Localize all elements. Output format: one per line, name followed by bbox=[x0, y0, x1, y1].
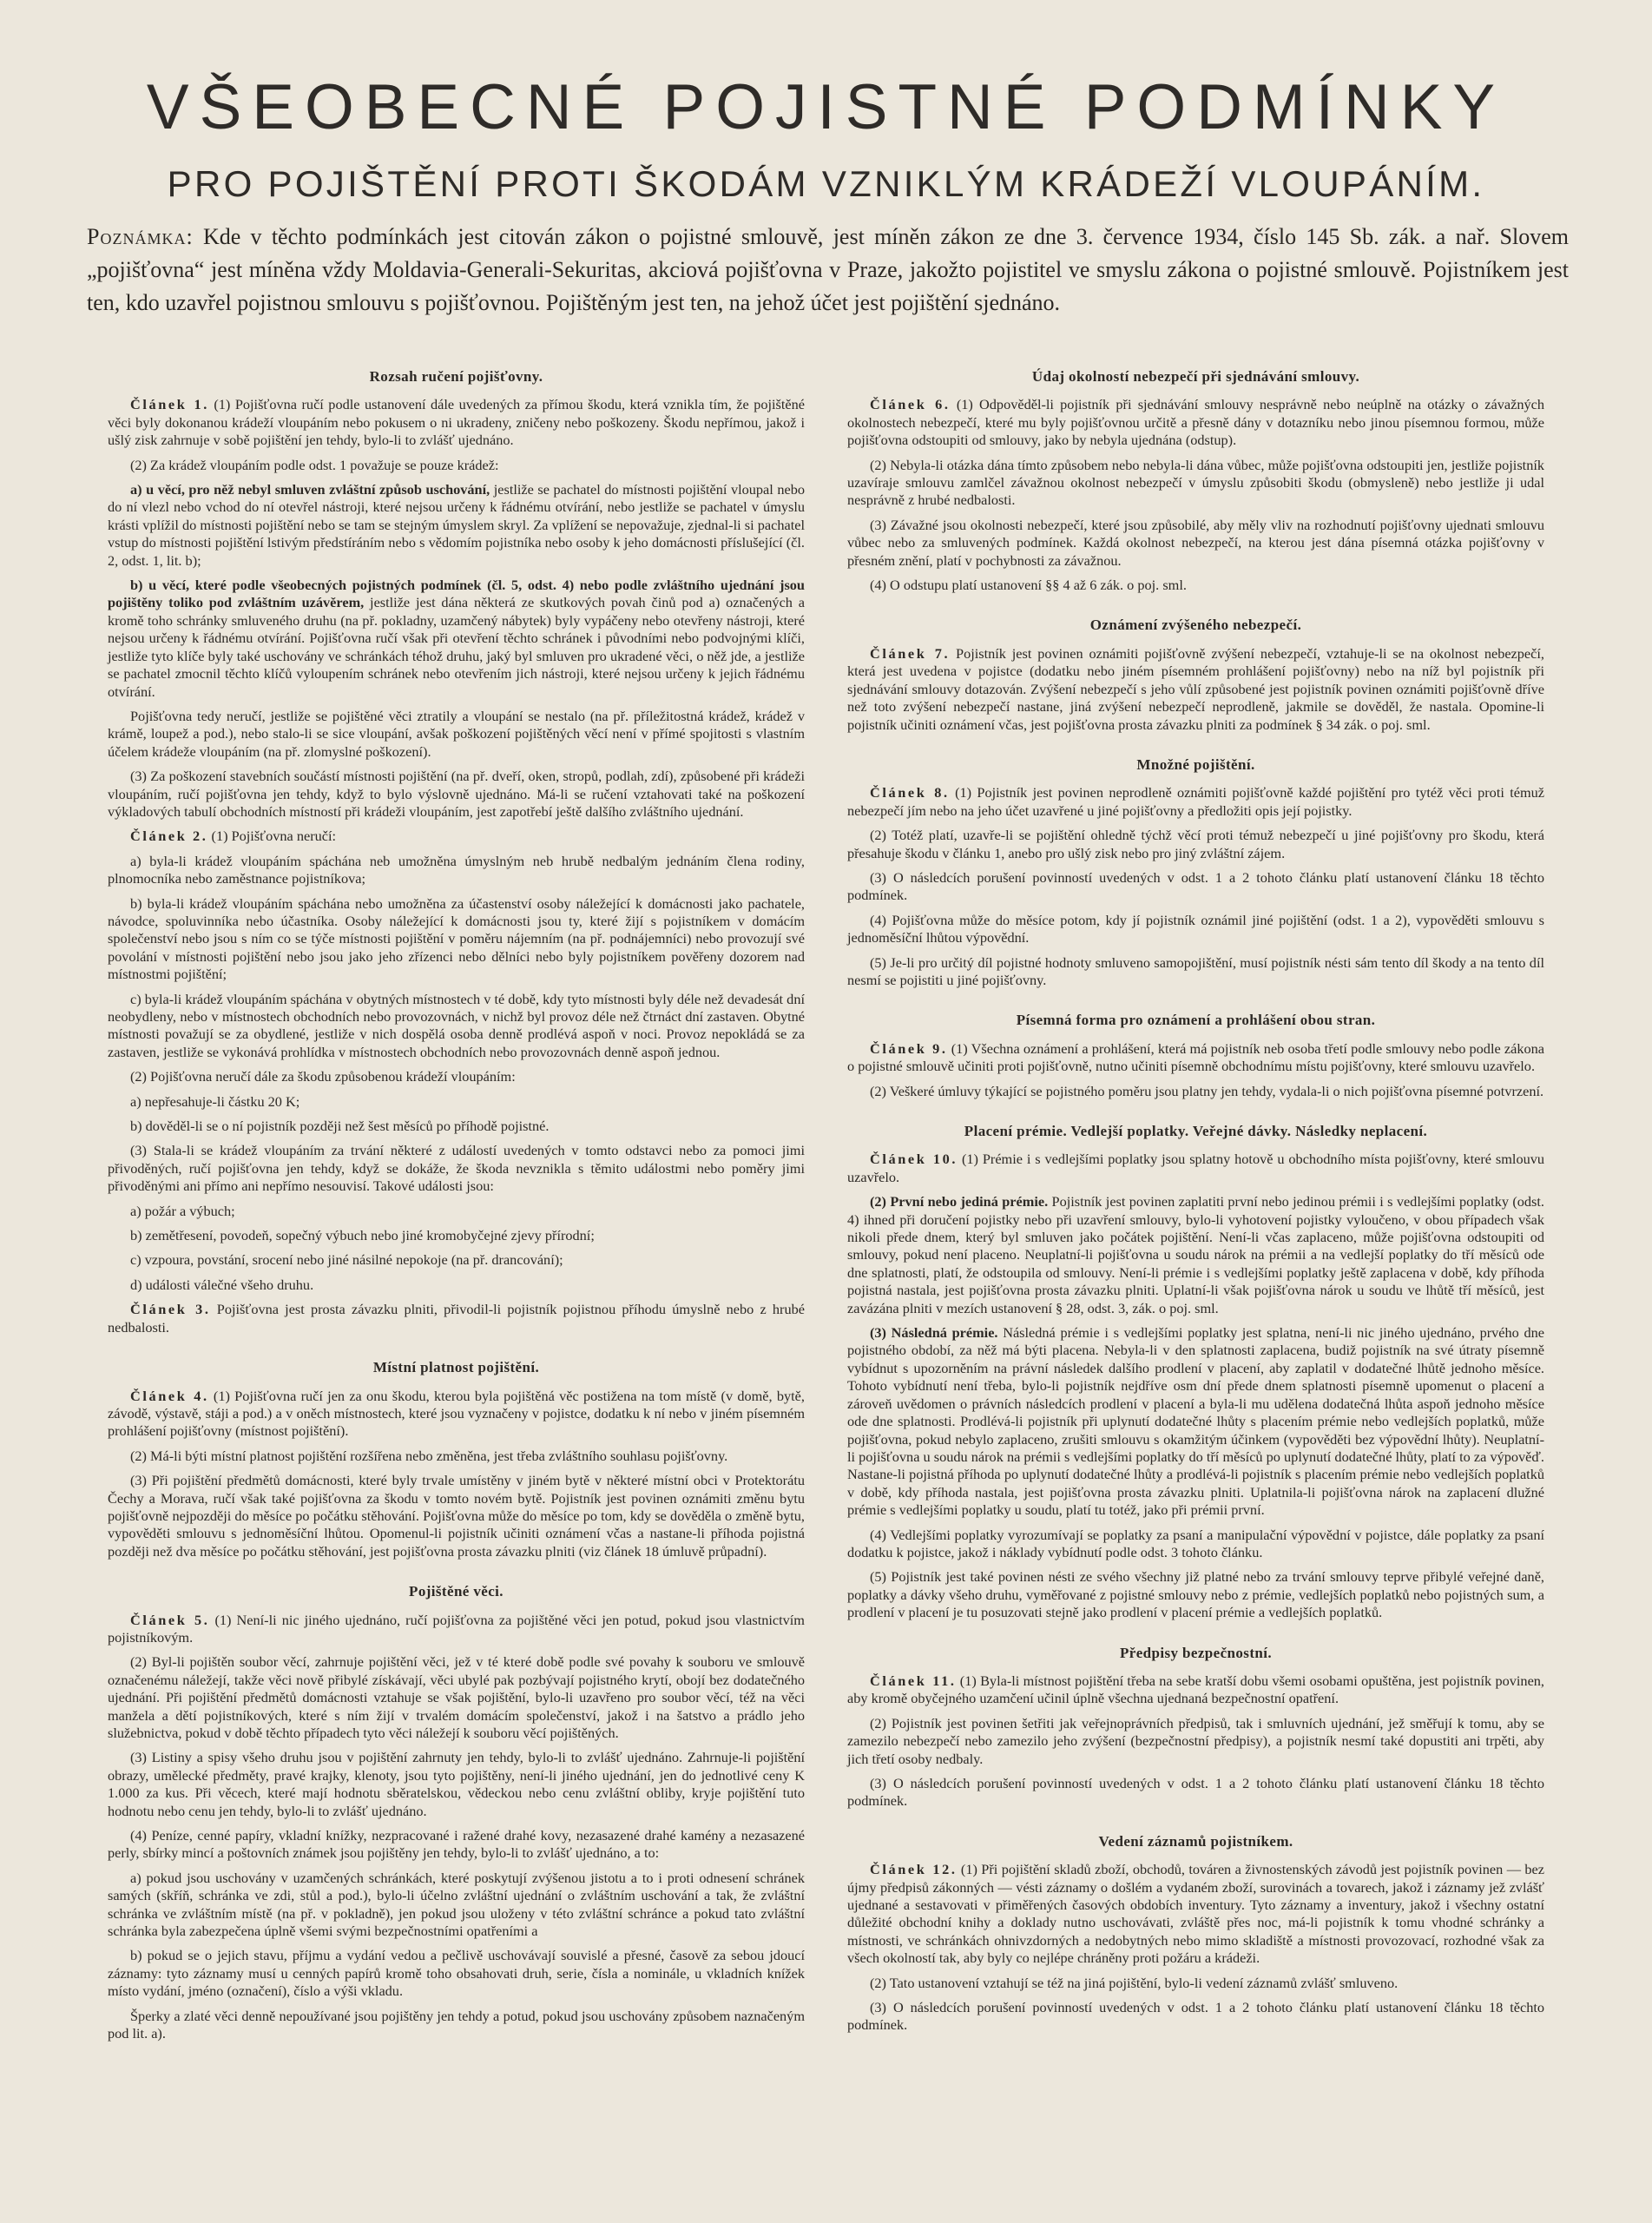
article-label: Článek 4. bbox=[130, 1387, 209, 1404]
paragraph-text: (1) Při pojištění skladů zboží, obchodů, továren a živnostenských závodů jest pojistník povinen — bez újmy předpisů zákonných — vésti záznamy o došlém a vydaném zboží, surovinách a tovarech, jakož i záznamy jež zvlášť ujednané a sestavovati v přiměřených časových obdobích inventury. Tyto záznamy a inventury, jakož i všechny ostatní důležité obchodní knihy a doklady nutno uschovávati, zvláště přes noc, má-li pojistník k tomu vhodné schránky a místnosti, ve schránkách ohnivzdorných a nedobytných nebo mimo skladiště a místnosti provozovací, rozhodné však za všech okolností tak, aby byly co nejlépe chráněny proti požáru a krádeži. bbox=[847, 1861, 1544, 1967]
section-heading: Písemná forma pro oznámení a prohlášení obou stran. bbox=[1016, 1012, 1376, 1029]
paragraph: (2) Pojistník jest povinen šetřiti jak veřejnoprávních předpisů, tak i smluvních ujednání, jež směřují k tomu, aby se zamezilo nebezpečí nebo zamezilo jeho zvýšení (bezpečnostní předpisy), a pojistník nesmí také dopustiti ani trpěti, aby jich třetí osoby nedbaly. bbox=[847, 1714, 1544, 1767]
paragraph: (3) O následcích porušení povinností uvedených v odst. 1 a 2 tohoto článku platí ustanovení článku 18 těchto podmínek. bbox=[847, 868, 1544, 904]
paragraph: (4) O odstupu platí ustanovení §§ 4 až 6 zák. o poj. sml. bbox=[870, 577, 1187, 594]
paragraph: (4) Vedlejšími poplatky vyrozumívají se poplatky za psaní a manipulační výpovědní v pojistce, dále poplatky za psaní dodatku k pojistce, jakož i náklady vybídnutí podle odst. 3 tohoto článku. bbox=[847, 1526, 1544, 1560]
note-label: Poznámka: bbox=[87, 224, 194, 249]
paragraph-text: Pojistník jest povinen zaplatiti první nebo jedinou prémii i s vedlejšími poplatky (odst. 4) ihned při doručení pojistky nebo při uzavření smlouvy, bylo-li vyhotovení pojistky vyloučeno, v obou případech však nikoli přede dnem, který byl smluven jako počátek pojištění. Není-li včas zaplaceno, může pojišťovna odstoupiti od smlouvy, pokud není placeno. Neuplatní-li pojišťovna u soudu nárok na prémii a na vedlejší poplatky do tří měsíců ode dne splatnosti, platí, že odstoupila od smlouvy. Není-li prémie i s vedlejšími poplatky ještě zaplacena v době, kdy příhoda pojistná nastala, jest pojišťovna prosta závazku plniti. Uplatní-li však pojišťovna nárok u soudu ve lhůtě tří měsíců, jest zavázána plniti v mezích ustanovení § 28, odst. 3, zák. o poj. sml. bbox=[847, 1193, 1544, 1316]
article-label: Článek 11. bbox=[870, 1672, 957, 1689]
paragraph: (5) Pojistník jest také povinen nésti ze svého všechny již platné nebo za trvání smlouvy teprve přibylé veřejné daně, poplatky a dávky všeho druhu, vyměřované z pojistné smlouvy nebo z prémie, vedlejších poplatků nebo pojistných sum, a prodlení v placení je tu posuzovati stejně jako prodlení v placení prémie a vedlejších poplatků. bbox=[847, 1568, 1544, 1621]
paragraph-text: (1) Pojišťovna neručí: bbox=[211, 828, 337, 845]
document-subtitle: PRO POJIŠTĚNÍ PROTI ŠKODÁM VZNIKLÝM KRÁDEŽÍ VLOUPÁNÍM. bbox=[167, 163, 1485, 204]
paragraph bbox=[847, 1324, 1544, 1519]
paragraph bbox=[847, 784, 1544, 820]
paragraph bbox=[108, 828, 805, 845]
paragraph bbox=[847, 645, 1544, 734]
paragraph: a) nepřesahuje-li částku 20 K; bbox=[130, 1092, 300, 1110]
document-title: VŠEOBECNÉ POJISTNÉ PODMÍNKY bbox=[146, 72, 1506, 142]
paragraph-text: Pojišťovna jest prosta závazku plniti, přivodil-li pojistník pojistnou příhodu úmyslně nebo z hrubé nedbalosti. bbox=[108, 1301, 805, 1336]
article-label: Článek 12. bbox=[870, 1861, 958, 1878]
section-heading: Množné pojištění. bbox=[1136, 755, 1255, 773]
preamble-note bbox=[87, 221, 1569, 320]
paragraph bbox=[847, 1861, 1544, 1967]
article-label: Článek 8. bbox=[870, 784, 950, 801]
paragraph bbox=[847, 1151, 1544, 1186]
paragraph: c) vzpoura, povstání, srocení nebo jiné násilné nepokoje (na př. drancování); bbox=[130, 1251, 563, 1269]
paragraph: b) zemětřesení, povodeň, sopečný výbuch nebo jiné kromobyčejné zjevy přírodní; bbox=[130, 1227, 595, 1244]
paragraph-text: (1) Prémie i s vedlejšími poplatky jsou splatny hotově u obchodního místa pojišťovny, které smlouvu uzavřelo. bbox=[847, 1151, 1545, 1185]
paragraph: d) události válečné všeho druhu. bbox=[130, 1276, 314, 1293]
paragraph: (2) Veškeré úmluvy týkající se pojistného poměru jsou platny jen tehdy, vydala-li o nich pojišťovna písemné potvrzení. bbox=[870, 1082, 1544, 1099]
paragraph: (3) Stala-li se krádež vloupáním za trvání některé z událostí uvedených v tomto odstavci nebo za pomoci jimi přivoděných, ručí pojišťovna jen tehdy, když se dokáže, že škoda nevznikla s těmito událostmi nebo poměry jimi přivoděnými ani přímo ani nepřímo nesouvisí. Takové události jsou: bbox=[108, 1142, 805, 1195]
article-label: Článek 2. bbox=[130, 828, 208, 845]
paragraph: b) byla-li krádež vloupáním spáchána nebo umožněna za účastenství osoby náležející k domácnosti jako pachatele, návodce, spoluvinníka nebo účastníka. Osoby náležející k domácnosti jsou ty, které žijí s pojistníkem v domácím společenství nebo jsou s ním co se týče místnosti pojištění v poměru nájemním (na př. podnájemníci) nebo provozují své povolání v místnosti pojištění nebo jsou jako jeho zřízenci nebo dělníci nebo byly pojistníkem pověřeny dozorem nad místnostmi pojištění; bbox=[108, 894, 805, 983]
article-label: Článek 5. bbox=[130, 1611, 210, 1628]
paragraph: c) byla-li krádež vloupáním spáchána v obytných místnostech v té době, kdy tyto místnosti byly déle než devadesát dní neobydleny, nebo v místnostech obchodních nebo provozovnách, v nichž byl provoz déle než čtrnáct dní zastaven. Obytné místnosti považují se za obydlené, jestliže v nich dospělá osoba denně prodlévá aspoň v noci. Provoz nepokládá se za zastaven, jestliže se vykonává prohlídka v místnostech obchodních nebo provozovnách denně aspoň jednou. bbox=[108, 990, 805, 1060]
paragraph-text: (1) Všechna oznámení a prohlášení, která má pojistník neb osoba třetí podle smlouvy nebo podle zákona o pojistné smlouvě učiniti proti pojišťovně, nutno učiniti písemně obchodnímu místu pojišťovny, které smlouvu uzavřelo. bbox=[847, 1039, 1544, 1075]
article-label: Článek 9. bbox=[870, 1039, 948, 1057]
paragraph: (2) Nebyla-li otázka dána tímto způsobem nebo nebyla-li dána vůbec, může pojišťovna odstoupiti jen, jestliže pojistník uzavíraje smlouvu zamlčel závažnou okolnost nebezpečí v úmyslu způsobiti škodu (obmysleně) nebo jestliže ji udal nesprávně z hrubé nedbalosti. bbox=[847, 456, 1544, 509]
paragraph: (2) Pojišťovna neručí dále za škodu způsobenou krádeží vloupáním: bbox=[130, 1068, 516, 1085]
paragraph: b) pokud se o jejich stavu, příjmu a vydání vedou a pečlivě uschovávají souvislé a přesné, časově za sebou jdoucí záznamy: tyto záznamy musí u cenných papírů kromě toho obsahovati druh, serie, čísla a nominále, u vkladních knížek místo vydání, jméno (označení), číslo a výši vkladu. bbox=[108, 1947, 805, 2000]
paragraph bbox=[108, 1301, 805, 1336]
paragraph-text: Pojistník jest povinen oznámiti pojišťovně zvýšení nebezpečí, vztahuje-li se na okolnost nebezpečí, která jest uvedena v pojistce (dodatku nebo jiném písemném prohlášení pojišťovny) nebo na níž byl pojistník při sjednávání smlouvy dotazován. Zvýšení nebezpečí s jeho vůlí způsobené jest pojistník povinen oznámiti pojišťovně dříve než toto zvýšení nebezpečí nastane, jiná zvýšení nebezpečí neprodleně, jakmile se dověděl, že nastala. Opomine-li pojistník učiniti oznámení včas, jest pojišťovna prosta závazku plniti za podmínek § 34 zák. o poj. sml. bbox=[847, 644, 1544, 733]
paragraph: (2) Byl-li pojištěn soubor věcí, zahrnuje pojištění věci, jež v té které době podle své povahy k souboru ve smlouvě označenému náležejí, takže věci nově přibylé získávají, věci ubylé pak pozbývají pojistného krytí, obojí bez dodatečného ujednání. Při pojištění předmětů domácnosti vztahuje se však pojištění, bylo-li uzavřeno pro soubor věcí, též na věci manžela a dětí pojistníkových, které s ním žijí v trvalém domácím společenství, jakož i na šatstvo a prádlo jeho služebnictva, pokud v době těchto případech tyto věci náležejí k souboru věcí pojištěných. bbox=[108, 1653, 805, 1741]
paragraph-text: jestliže jest dána některá ze skutkových povah činů pod a) označených a kromě toho schránky smluveného druhu (na př. pokladny, uzamčený nábytek) byly vypáčeny nebo otevřeny nástroji, které nejsou určeny k řádnému otvírání. Pojišťovna ručí však při otevření těchto schránek i původními nebo podvojnými klíči, jestliže tyto klíče byly také uschovány ve schránkách téhož druhu, jaký byl smluven pro ukradené věci, o něž jde, a jestliže se pachatel zmocnil těchto klíčů vyloupením schránek nebo otevřením jich nástroji, které nejsou určeny k jejich řádnému otvírání. bbox=[108, 594, 805, 700]
paragraph: (2) Totéž platí, uzavře-li se pojištění ohledně týchž věcí proti témuž nebezpečí u jiné pojišťovny pro škodu, která přesahuje škodu v článku 1, anebo pro ušlý zisk nebo pro jiný zvláštní zájem. bbox=[847, 827, 1544, 861]
paragraph: (4) Pojišťovna může do měsíce potom, kdy jí pojistník oznámil jiné pojištění (odst. 1 a 2), vypověděti smlouvu s jednoměsíční lhůtou výpovědní. bbox=[847, 911, 1544, 947]
paragraph: (3) Listiny a spisy všeho druhu jsou v pojištění zahrnuty jen tehdy, bylo-li to zvlášť ujednáno. Zahrnuje-li pojištění obrazy, umělecké předměty, pravé krajky, klenoty, jsou tyto pojištěny, není-li jiného ujednání, jen do jednotlivé ceny K 1.000 za kus. Při věcech, které mají hodnotu sběratelskou, vědeckou nebo cenu zvláštní obliby, kryje pojištění tuto hodnotu nebo cenu jen tehdy, bylo-li to zvlášť ujednáno. bbox=[108, 1749, 805, 1819]
paragraph-text: jestliže se pachatel do místnosti pojištění vloupal nebo do ní vlezl nebo vchod do ní otevřel nástroji, které nejsou určeny k řádnému otvírání, nebo jestliže se pachatel v úmyslu krásti vplížil do místnosti pojištění nebo se tam se stejným úmyslem skryl. Za vplížení se nepovažuje, zjednal-li si pachatel vstup do místnosti pojištění lstivým předstíráním nebo s vědomím pojistníka nebo osoby k jeho domácnosti příslušející (čl. 2, odst. 1, lit. b); bbox=[108, 481, 806, 569]
paragraph bbox=[108, 1612, 805, 1647]
paragraph: (3) O následcích porušení povinností uvedených v odst. 1 a 2 tohoto článku platí ustanovení článku 18 těchto podmínek. bbox=[847, 1775, 1544, 1810]
paragraph: Šperky a zlaté věci denně nepoužívané jsou pojištěny jen tehdy a potud, pokud jsou uschovány způsobem naznačeným pod lit. a). bbox=[108, 2007, 805, 2042]
paragraph bbox=[847, 1040, 1544, 1076]
section-heading: Předpisy bezpečnostní. bbox=[1119, 1644, 1273, 1661]
article-label: Článek 1. bbox=[130, 396, 209, 413]
section-heading: Oznámení zvýšeného nebezpečí. bbox=[1089, 617, 1302, 634]
paragraph bbox=[108, 396, 805, 449]
paragraph bbox=[847, 1672, 1544, 1708]
paragraph-text: Následná prémie i s vedlejšími poplatky jest splatna, není-li nic jiného ujednáno, prvého dne pojistného období, za něž má býti placena. Nebyla-li v den splatnosti zaplacena, budiž pojistník na své útraty písemně vybídnut s upozorněním na právní následek dalšího prodlení v placení, aby zaplatil v dodatečné lhůtě jednoho měsíce. Tohoto vybídnutí není třeba, bylo-li pojistník nejdříve osm dní přede dnem splatnosti písemně upomenut o placení a zároveň uvědomen o právních následcích prodlení v placení a byla-li mu udělena dodatečná lhůta aspoň jednoho měsíce ode dne splatnosti. Prodlévá-li pojistník při uplynutí dodatečné lhůty s placením prémie nebo vedlejších poplatků, může pojišťovna, pokud nebylo zaplaceno, zrušiti smlouvu s okamžitým účinkem (vypověděti bez výpovědní lhůty). Neuplatní-li pojišťovna u soudu nárok na prémii s vedlejšími poplatky do tří měsíců po uplynutí dodatečné lhůty, platí to za výpověď. Nastane-li pojistná příhoda po uplynutí dodatečné lhůty a prodlévá-li pojistník s placením prémie nebo vedlejších poplatků v době, kdy příhoda nastala, jest pojišťovna prosta závazku plniti. Uplatnila-li pojišťovna nárok na zaplacení dlužné prémie s vedlejšími poplatky u soudu, platí tu totéž, jako při prémii první. bbox=[847, 1324, 1544, 1519]
paragraph: (3) O následcích porušení povinností uvedených v odst. 1 a 2 tohoto článku platí ustanovení článku 18 těchto podmínek. bbox=[847, 1999, 1544, 2034]
right-column bbox=[847, 365, 1544, 2042]
paragraph-text: (1) Pojišťovna ručí jen za onu škodu, kterou byla pojištěná věc postižena na tom místě (v domě, bytě, závodě, výstavě, stáji a pod.) a v oněch místnostech, které jsou vyznačeny v pojistce, dodatku k ní nebo v jiném písemném prohlášení pojišťovny (místnost pojištění). bbox=[108, 1387, 805, 1440]
paragraph-text: (1) Pojistník jest povinen neprodleně oznámiti pojišťovně každé pojištění pro tytéž věci proti témuž nebezpečí jím nebo na jeho účet uzavřené u jiné pojišťovny a předložiti opis její pojistky. bbox=[847, 784, 1544, 819]
paragraph bbox=[108, 577, 805, 701]
section-heading: Vedení záznamů pojistníkem. bbox=[1098, 1832, 1293, 1850]
paragraph: Pojišťovna tedy neručí, jestliže se pojištěné věci ztratily a vloupání se nestalo (na př. příležitostná krádež, krádež v krámě, loupež a pod.), nebo stalo-li se sice vloupání, avšak poškození pojištěných věcí není v přímé spojitosti s vlastním účelem krádeže vloupáním (na př. zlomyslné poškození). bbox=[108, 707, 805, 760]
section-heading: Údaj okolností nebezpečí při sjednávání smlouvy. bbox=[1031, 368, 1360, 385]
paragraph: a) požár a výbuch; bbox=[130, 1202, 235, 1219]
paragraph-text: (1) Pojišťovna ručí podle ustanovení dále uvedených za přímou škodu, která vznikla tím, že pojištěné věci byly dokonanou krádeží vloupáním nebo pokusem o ni ukradeny, zničeny nebo poškozeny. Škodu nepřímou, jakož i ušlý zisk zahrnuje v sobě pojištění jen tehdy, bylo-li to zvlášť ujednáno. bbox=[108, 396, 805, 449]
paragraph: (3) Závažné jsou okolnosti nebezpečí, které jsou způsobilé, aby měly vliv na rozhodnutí pojišťovny ujednati smlouvu vůbec nebo za smluvených podmínek. Každá okolnost nebezpečí, na kterou jest dána písemná otázka pojišťovny v přesném znění, platí v pochybnosti za závažnou. bbox=[847, 516, 1544, 569]
left-column bbox=[108, 365, 805, 2050]
bold-lead: (3) Následná prémie. bbox=[870, 1324, 998, 1342]
bold-lead: b) u věcí, které podle všeobecných pojistných podmínek (čl. 5, odst. 4) nebo podle zvláštního ujednání jsou pojištěny toliko pod zvláštním uzávěrem, bbox=[108, 577, 805, 611]
paragraph: a) pokud jsou uschovány v uzamčených schránkách, které poskytují zvýšenou jistotu a to i proti odnesení schránek samých (skříň, schránka ve zdi, stůl a pod.), bylo-li účelno zvláštní ujednání o zvláštním uschování a tak, že zvláštní schránka ve zvláštním místě (na př. v pokladně), jen pokud jsou uloženy v této zvláštní schránce a pokud tato zvláštní schránka byla zabezpečena úplně všemi svými bezpečnostními opatřeními a bbox=[108, 1869, 805, 1940]
section-heading: Pojištěné věci. bbox=[409, 1583, 503, 1600]
section-heading: Místní platnost pojištění. bbox=[372, 1359, 540, 1376]
article-label: Článek 3. bbox=[130, 1301, 211, 1318]
section-heading: Placení prémie. Vedlejší poplatky. Veřejné dávky. Následky neplacení. bbox=[964, 1123, 1428, 1139]
paragraph: (3) Při pojištění předmětů domácnosti, které byly trvale umístěny v jiném bytě v některé místní obci v Protektorátu Čechy a Morava, ručí však také pojišťovna za škodu v tomto novém bytě. Pojistník jest povinen oznámiti změnu bytu pojišťovně nejpozději do měsíce po počátku stěhování. Pojišťovna může do měsíce po tom, kdy se dověděla o změně bytu, vypověděti smlouvu s jednoměsíční lhůtou. Opomenul-li pojistník učiniti oznámení včas a nastane-li příhoda pojistná později než dva měsíce po počátku stěhování, jest pojišťovna prosta závazku plniti (viz článek 18 úmluvě průpadní). bbox=[108, 1472, 805, 1560]
paragraph: b) dověděl-li se o ní pojistník později než šest měsíců po příhodě pojistné. bbox=[130, 1118, 550, 1135]
article-label: Článek 10. bbox=[870, 1151, 958, 1168]
bold-lead: (2) První nebo jediná prémie. bbox=[870, 1193, 1049, 1210]
article-label: Článek 6. bbox=[870, 396, 951, 413]
paragraph: (5) Je-li pro určitý díl pojistné hodnoty smluveno samopojištění, musí pojistník nésti sám tento díl škody a na tento díl nesmí se pojistiti u jiné pojišťovny. bbox=[847, 953, 1544, 988]
paragraph: (2) Tato ustanovení vztahují se též na jiná pojištění, bylo-li vedení záznamů zvlášť smluveno. bbox=[870, 1974, 1399, 1991]
paragraph-text: (1) Není-li nic jiného ujednáno, ručí pojišťovna za pojištěné věci jen potud, pokud jsou vlastnictvím pojistníkovým. bbox=[108, 1611, 805, 1646]
paragraph bbox=[847, 396, 1544, 449]
paragraph: (3) Za poškození stavebních součástí místnosti pojištění (na př. dveří, oken, stropů, podlah, zdí), způsobené při krádeži vloupáním, ručí pojišťovna jen tehdy, když to bylo výslovně ujednáno. Má-li se ručení vztahovati také na poškození výkladových tabulí obchodních místností při krádeži vloupáním, jest zapotřebí ještě dalšího zvláštního ujednání. bbox=[108, 768, 805, 820]
paragraph: a) byla-li krádež vloupáním spáchána neb umožněna úmyslným neb hrubě nedbalým jednáním člena rodiny, plnomocníka nebo zaměstnance pojistníkova; bbox=[108, 852, 805, 887]
paragraph-text: (1) Byla-li místnost pojištění třeba na sebe kratší dobu všemi osobami opuštěna, jest pojistník povinen, aby kromě obyčejného uzamčení učinil úplně všechna ujednaná bezpečnostní opatření. bbox=[847, 1672, 1545, 1707]
paragraph bbox=[108, 481, 805, 570]
section-heading: Rozsah ručení pojišťovny. bbox=[369, 368, 543, 385]
paragraph-text: (1) Odpověděl-li pojistník při sjednávání smlouvy nesprávně nebo neúplně na otázky o závažných okolnostech nebezpečí, které mu byly pojišťovnou určitě a přesně dány v dotazníku nebo jinou písemnou formou, může pojišťovna odstoupiti od smlouvy, jako by nebyla ujednána (odstup). bbox=[847, 396, 1544, 449]
note-text: Kde v těchto podmínkách jest citován zákon o pojistné smlouvě, jest míněn zákon ze dne 3. července 1934, číslo 145 Sb. zák. a nař. Slovem „pojišťovna“ jest míněna vždy Moldavia-Generali-Sekuritas, akciová pojišťovna v Praze, jakožto pojistitel ve smyslu zákona o pojistné smlouvě. Pojistníkem jest ten, kdo uzavřel pojistnou smlouvu s pojišťovnou. Pojištěným jest ten, na jehož účet jest pojištění sjednáno. bbox=[87, 224, 1569, 315]
bold-lead: a) u věcí, pro něž nebyl smluven zvláštní způsob uschování, bbox=[130, 481, 490, 498]
paragraph: (2) Za krádež vloupáním podle odst. 1 považuje se pouze krádež: bbox=[130, 456, 499, 473]
paragraph bbox=[108, 1388, 805, 1441]
paragraph bbox=[847, 1193, 1544, 1317]
paragraph: (2) Má-li býti místní platnost pojištění rozšířena nebo změněna, jest třeba zvláštního souhlasu pojišťovny. bbox=[130, 1447, 728, 1464]
paragraph: (4) Peníze, cenné papíry, vkladní knížky, nezpracované i ražené drahé kovy, nezasazené drahé kamény a nezasazené perly, sbírky mincí a poštovních známek jsou pojištěny jen tehdy, bylo-li to zvlášť ujednáno, a to: bbox=[108, 1827, 805, 1862]
article-label: Článek 7. bbox=[870, 644, 951, 662]
